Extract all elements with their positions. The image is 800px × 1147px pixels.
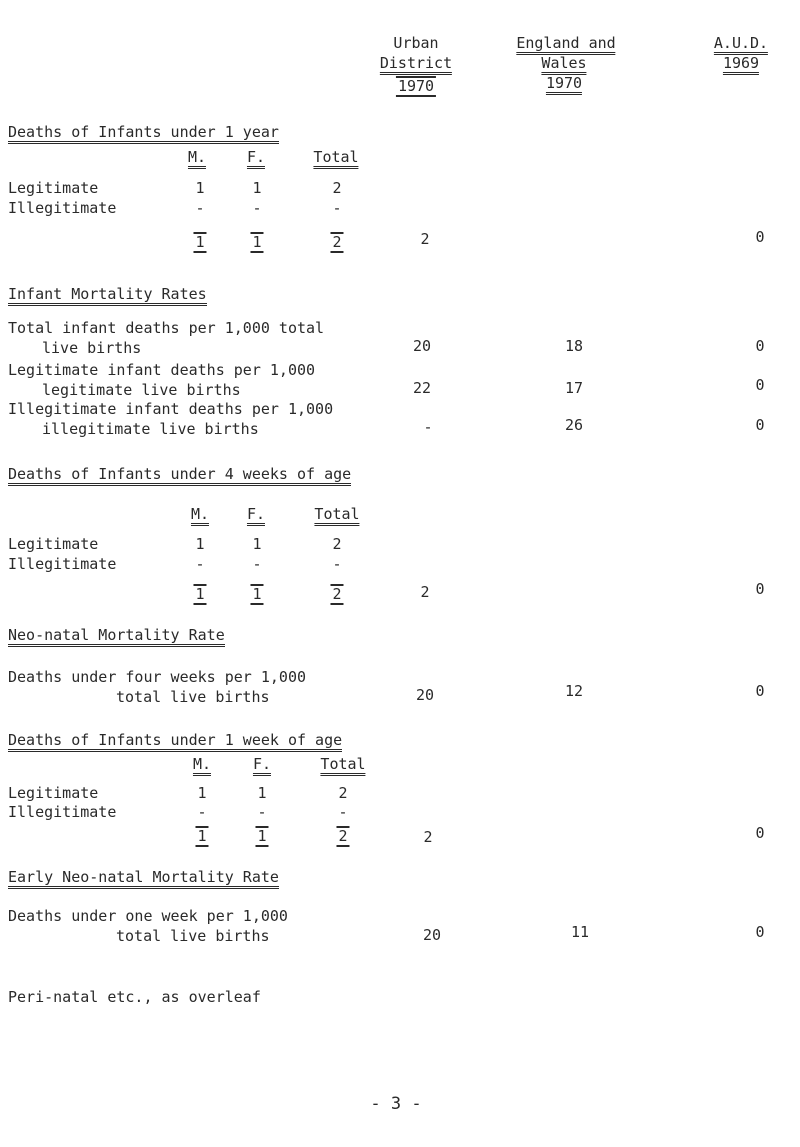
aud-value: 0 xyxy=(755,376,765,394)
header-england-line1: England and xyxy=(516,36,615,55)
england-value: 17 xyxy=(564,379,584,397)
cell-f: 1 xyxy=(257,784,267,802)
col-f-header: F. xyxy=(247,150,265,169)
section-title-infant-mortality-rates: Infant Mortality Rates xyxy=(8,287,207,306)
total-total: 2 xyxy=(332,585,342,603)
cell-f: - xyxy=(257,803,267,821)
header-aud-line1: A.U.D. xyxy=(714,36,768,55)
section-title-early-neo-natal-rate: Early Neo-natal Mortality Rate xyxy=(8,870,279,889)
section-title-under-4-weeks: Deaths of Infants under 4 weeks of age xyxy=(8,467,351,486)
aud-value: 0 xyxy=(755,337,765,355)
rate-label-line1: Total infant deaths per 1,000 total xyxy=(8,319,325,337)
cell-f: 1 xyxy=(252,179,262,197)
header-aud-year: 1969 xyxy=(723,56,759,75)
cell-total: 2 xyxy=(332,535,342,553)
total-f: 1 xyxy=(252,585,262,603)
footer-note: Peri-natal etc., as overleaf xyxy=(8,988,261,1006)
row-label-legitimate: Legitimate xyxy=(8,784,99,802)
total-total: 2 xyxy=(338,827,348,845)
urban-value: 22 xyxy=(412,379,432,397)
england-value: 26 xyxy=(564,416,584,434)
page-number: - 3 - xyxy=(370,1094,422,1114)
england-value: 11 xyxy=(570,923,590,941)
col-total-header: Total xyxy=(320,757,365,776)
aud-value: 0 xyxy=(755,682,765,700)
england-value: 12 xyxy=(564,682,584,700)
urban-value: 2 xyxy=(420,230,430,248)
total-m: 1 xyxy=(197,827,207,845)
urban-value: 20 xyxy=(422,926,442,944)
england-value: 18 xyxy=(564,337,584,355)
col-total-header: Total xyxy=(314,507,359,526)
cell-m: - xyxy=(195,199,205,217)
urban-value: 2 xyxy=(423,828,433,846)
urban-value: 20 xyxy=(415,686,435,704)
total-f: 1 xyxy=(252,233,262,251)
cell-f: - xyxy=(252,555,262,573)
rate-label-line1: Deaths under four weeks per 1,000 xyxy=(8,668,307,686)
cell-total: 2 xyxy=(332,179,342,197)
urban-value: - xyxy=(423,418,433,436)
row-label-illegitimate: Illegitimate xyxy=(8,803,117,821)
cell-m: 1 xyxy=(197,784,207,802)
row-label-illegitimate: Illegitimate xyxy=(8,555,117,573)
section-title-neo-natal-rate: Neo-natal Mortality Rate xyxy=(8,628,225,647)
rate-label-line2: illegitimate live births xyxy=(42,420,259,438)
cell-m: 1 xyxy=(195,179,205,197)
row-label-legitimate: Legitimate xyxy=(8,179,99,197)
row-label-illegitimate: Illegitimate xyxy=(8,199,117,217)
urban-value: 2 xyxy=(420,583,430,601)
total-m: 1 xyxy=(195,585,205,603)
rate-label-line1: Legitimate infant deaths per 1,000 xyxy=(8,361,316,379)
header-urban-year: 1970 xyxy=(397,77,435,95)
rate-label-line1: Deaths under one week per 1,000 xyxy=(8,907,288,925)
total-total: 2 xyxy=(332,233,342,251)
cell-total: - xyxy=(332,199,342,217)
cell-f: - xyxy=(252,199,262,217)
col-m-header: M. xyxy=(193,757,211,776)
row-label-legitimate: Legitimate xyxy=(8,535,99,553)
cell-total: 2 xyxy=(338,784,348,802)
rate-label-line2: total live births xyxy=(116,688,270,706)
header-urban-line2: District xyxy=(380,56,452,75)
col-m-header: M. xyxy=(191,507,209,526)
rate-label-line2: total live births xyxy=(116,927,270,945)
cell-m: 1 xyxy=(195,535,205,553)
col-total-header: Total xyxy=(313,150,358,169)
rate-label-line2: legitimate live births xyxy=(42,381,241,399)
col-m-header: M. xyxy=(188,150,206,169)
header-urban-line1: Urban xyxy=(393,34,439,52)
aud-value: 0 xyxy=(755,416,765,434)
total-m: 1 xyxy=(195,233,205,251)
section-title-under-1-year: Deaths of Infants under 1 year xyxy=(8,125,279,144)
total-f: 1 xyxy=(257,827,267,845)
cell-total: - xyxy=(332,555,342,573)
col-f-header: F. xyxy=(253,757,271,776)
cell-total: - xyxy=(338,803,348,821)
rate-label-line1: Illegitimate infant deaths per 1,000 xyxy=(8,400,334,418)
aud-value: 0 xyxy=(755,580,765,598)
aud-value: 0 xyxy=(755,824,765,842)
header-england-line2: Wales xyxy=(541,56,586,75)
header-england-year: 1970 xyxy=(546,76,582,95)
aud-value: 0 xyxy=(755,228,765,246)
section-title-under-1-week: Deaths of Infants under 1 week of age xyxy=(8,733,342,752)
rate-label-line2: live births xyxy=(42,339,142,357)
cell-m: - xyxy=(195,555,205,573)
urban-value: 20 xyxy=(412,337,432,355)
col-f-header: F. xyxy=(247,507,265,526)
cell-m: - xyxy=(197,803,207,821)
aud-value: 0 xyxy=(755,923,765,941)
cell-f: 1 xyxy=(252,535,262,553)
